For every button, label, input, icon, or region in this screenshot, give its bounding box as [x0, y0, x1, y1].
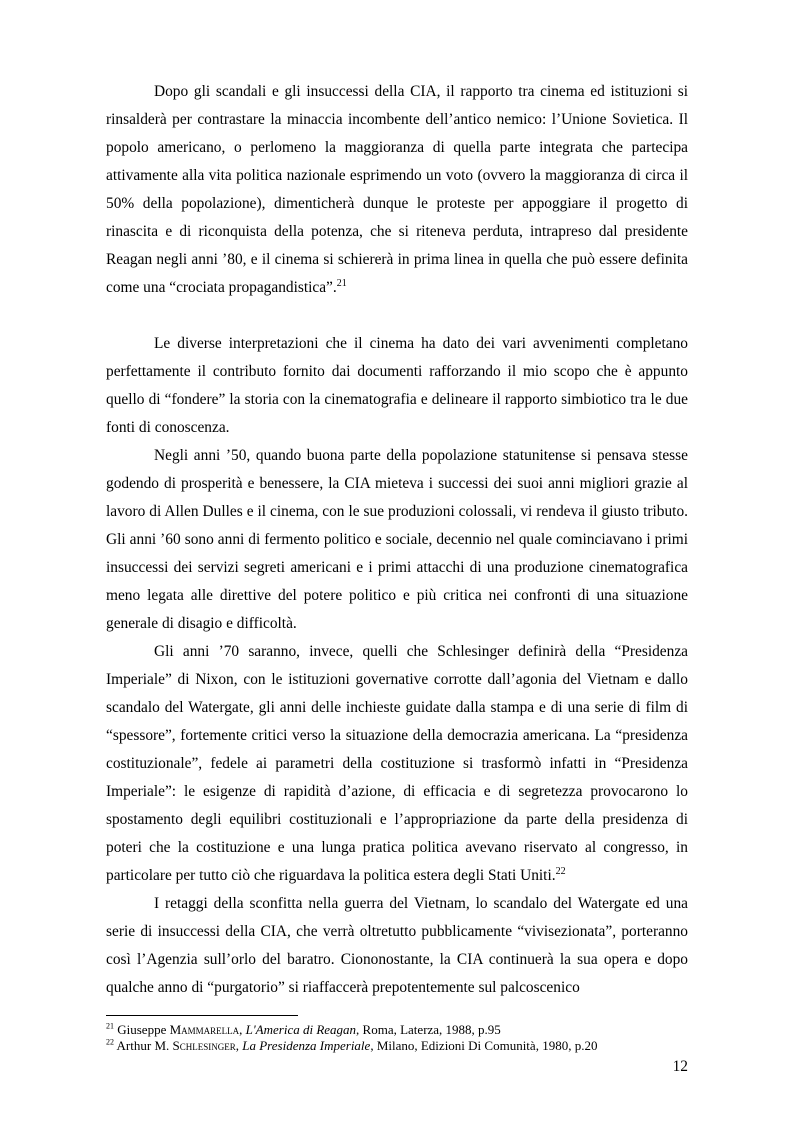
- footnotes: [106, 1015, 688, 1054]
- paragraph-4: [106, 638, 688, 890]
- footnote-21-title: L'America di Reagan: [245, 1022, 357, 1037]
- footnote-22: [106, 1038, 688, 1054]
- paragraph-2-text: Le diverse interpretazioni che il cinema ha dato dei vari avvenimenti completano perfettamente il contributo fornito dai documenti rafforzando il mio scopo che è appunto quello di “fondere” la storia con la cinematografia e delineare il rapporto simbiotico tra le due fonti di conoscenza.: [106, 335, 688, 436]
- footnote-22-title: La Presidenza Imperiale: [242, 1038, 371, 1053]
- page-body: [106, 78, 688, 1002]
- paragraph-5-text: I retaggi della sconfitta nella guerra del Vietnam, lo scandalo del Watergate ed una serie di insuccessi della CIA, che verrà oltretutto pubblicamente “vivisezionata”, porteranno così l’Agenzia sull’orlo del baratro. Ciononostante, la CIA continuerà la sua opera e dopo qualche anno di “purgatorio” si riaffaccerà prepotentemente sul palcoscenico: [106, 895, 688, 996]
- footnote-21-author-first: Giuseppe: [117, 1022, 170, 1037]
- footnote-ref-21[interactable]: 21: [336, 277, 347, 289]
- footnote-22-sep: ,: [235, 1038, 243, 1053]
- paragraph-1-text: Dopo gli scandali e gli insuccessi della CIA, il rapporto tra cinema ed istituzioni si rinsalderà per contrastare la minaccia incombente dell’antico nemico: l’Unione Sovietica. Il popolo americano, o perlomeno la maggioranza di quella parte integrata che partecipa attivamente alla vita politica nazionale esprimendo un voto (ovvero la maggioranza di circa il 50% della popolazione), dimenticherà dunque le proteste per appoggiare il progetto di rinascita e di riconquista della potenza, che si riteneva perduta, intrapreso dal presidente Reagan negli anni ’80, e il cinema si schiererà in prima linea in quella che può essere definita come una “crociata propagandistica”.: [106, 83, 688, 296]
- footnote-22-rest: , Milano, Edizioni Di Comunità, 1980, p.20: [370, 1038, 598, 1053]
- footnote-22-number: 22: [106, 1037, 114, 1047]
- paragraph-1: [106, 78, 688, 302]
- footnote-21-sep: ,: [239, 1022, 246, 1037]
- footnote-21: [106, 1022, 688, 1038]
- paragraph-2: [106, 330, 688, 442]
- paragraph-3: [106, 442, 688, 638]
- paragraph-5: [106, 890, 688, 1002]
- footnote-21-rest: , Roma, Laterza, 1988, p.95: [356, 1022, 501, 1037]
- footnote-ref-22[interactable]: 22: [555, 865, 566, 877]
- footnote-21-number: 21: [106, 1021, 114, 1031]
- page-number: 12: [672, 1058, 688, 1075]
- footnote-22-author-first: Arthur M.: [116, 1038, 173, 1053]
- footnote-22-author-last: Schlesinger: [172, 1038, 236, 1053]
- footnote-21-author-last: Mammarella: [169, 1022, 240, 1037]
- paragraph-gap: [106, 302, 688, 330]
- paragraph-4-text: Gli anni ’70 saranno, invece, quelli che Schlesinger definirà della “Presidenza Imperiale” di Nixon, con le istituzioni governative corrotte dall’agonia del Vietnam e dallo scandalo del Watergate, gli anni delle inchieste guidate dalla stampa e di una serie di film di “spessore”, fortemente critici verso la situazione della democrazia americana. La “presidenza costituzionale”, fedele ai parametri della costituzione si trasformò infatti in “Presidenza Imperiale”: le esigenze di rapidità d’azione, di efficacia e di segretezza provocarono lo spostamento degli equilibri costituzionali e l’appropriazione da parte della presidenza di poteri che la costituzione e una lunga pratica politica avevano riservato al congresso, in particolare per tutto ciò che riguardava la politica estera degli Stati Uniti.: [106, 643, 688, 884]
- paragraph-3-text: Negli anni ’50, quando buona parte della popolazione statunitense si pensava stesse godendo di prosperità e benessere, la CIA mieteva i successi dei suoi anni migliori grazie al lavoro di Allen Dulles e il cinema, con le sue produzioni colossali, vi rendeva il giusto tributo. Gli anni ’60 sono anni di fermento politico e sociale, decennio nel quale cominciavano i primi insuccessi dei servizi segreti americani e i primi attacchi di una produzione cinematografica meno legata alle direttive del potere politico e più critica nei confronti di una situazione generale di disagio e difficoltà.: [106, 447, 688, 632]
- footnote-rule: [106, 1015, 298, 1016]
